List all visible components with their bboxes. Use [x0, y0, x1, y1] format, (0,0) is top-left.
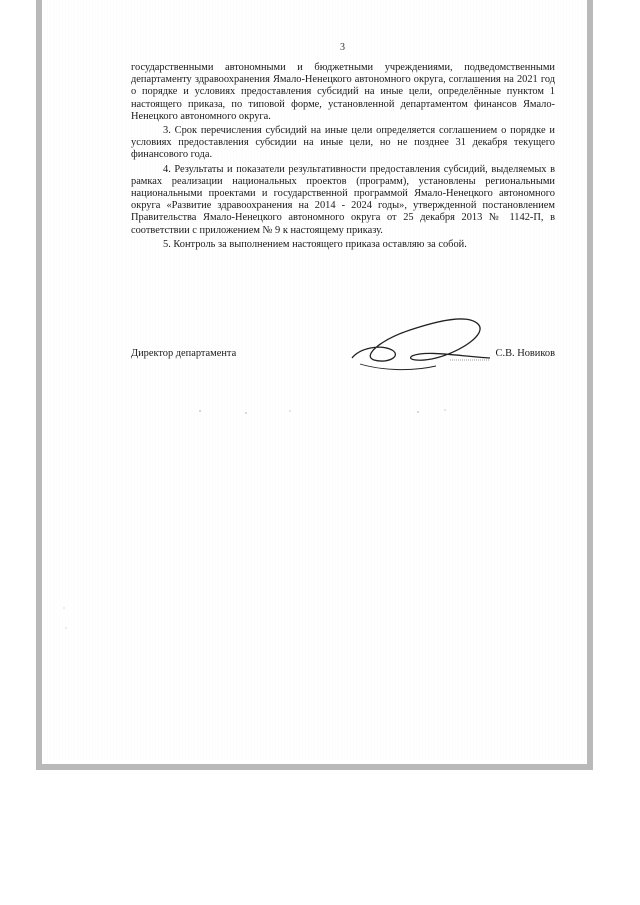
paragraph-5-control: 5. Контроль за выполнением настоящего приказа оставляю за собой.: [163, 238, 467, 250]
signatory-title: Директор департамента: [131, 348, 237, 359]
signature-row: [131, 348, 555, 372]
page-number: 3: [340, 42, 345, 53]
signatory-name: С.В. Новиков: [495, 348, 555, 359]
paragraph-3-transfer-deadline: 3. Срок перечисления субсидий на иные цели определяется соглашением о порядке и условиях предоставления субсидии на иные цели, но не позднее 31 декабря текущего финансового года.: [131, 125, 555, 161]
document-body: [131, 62, 555, 253]
paragraph-continuation: государственными автономными и бюджетными учреждениями, подведомственными департаменту здравоохранения Ямало-Ненецкого автономного округа, соглашения на 2021 год о порядке и условиях предоставления субсидий на иные цели, определённые пунктом 1 настоящего приказа, по типовой форме, установленной департаментом финансов Ямало-Ненецкого автономного округа.: [131, 62, 555, 122]
paragraph-4-results: 4. Результаты и показатели результативности предоставления субсидий, выделяемых в рамках реализации национальных проектов (программ), установлены региональными национальными проектами и государственной программой Ямало-Ненецкого автономного округа «Развитие здравоохранения на 2014 - 2024 годы», утвержденной постановлением Правительства Ямало-Ненецкого автономного округа от 25 декабря 2013 № 1142-П, в соответствии с приложением № 9 к настоящему приказу.: [131, 163, 555, 236]
